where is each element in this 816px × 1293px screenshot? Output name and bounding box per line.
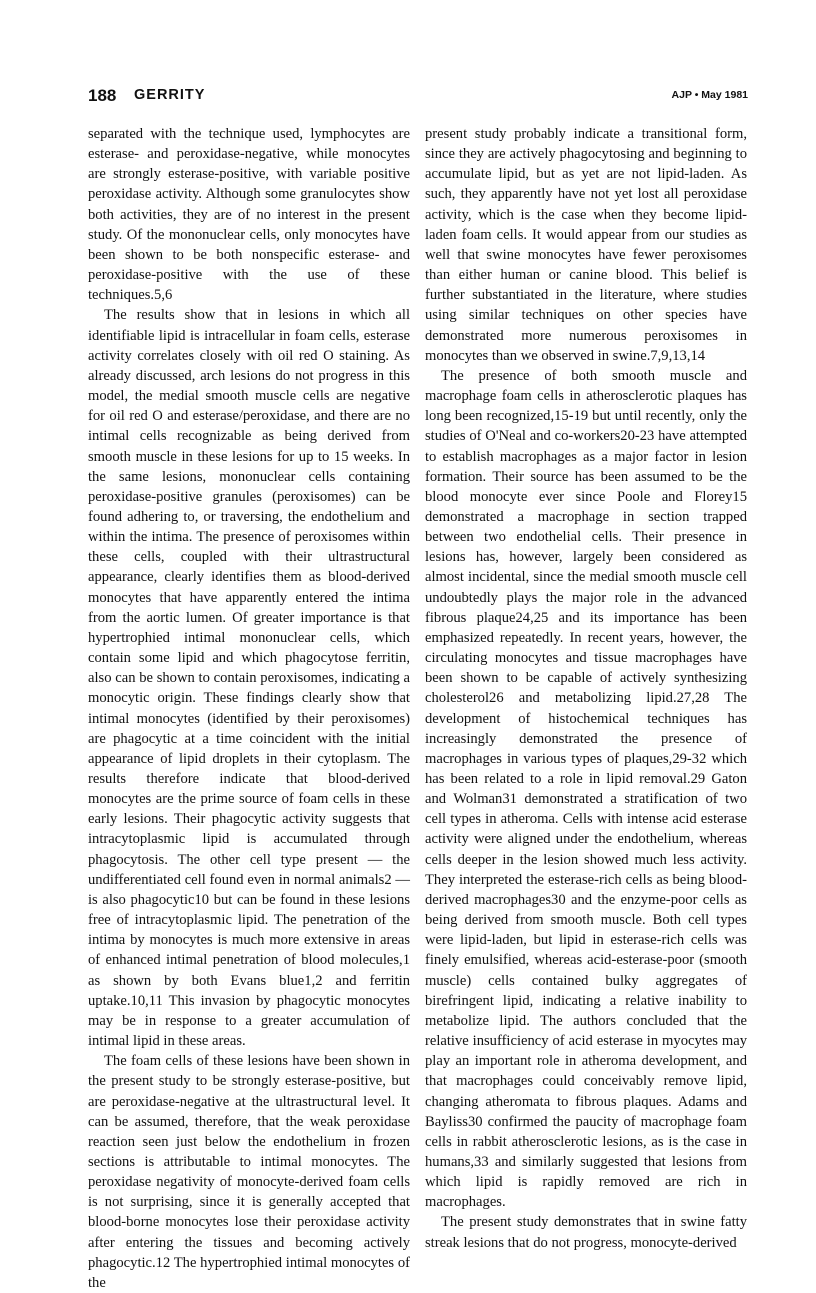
left-column	[88, 124, 410, 1293]
paragraph: The presence of both smooth muscle and macrophage foam cells in atherosclerotic plaques has long been recognized,15-19 but until recently, only the studies of O'Neal and co-workers20-23 have attempted to establish macrophages as a major factor in lesion formation. Their source has been assumed to be the blood monocyte ever since Poole and Florey15 demonstrated a macrophage in section trapped between two endothelial cells. Their presence in lesions has, however, largely been considered as almost incidental, since the medial smooth muscle cell undoubtedly plays the major role in the advanced fibrous plaque24,25 and its importance has been emphasized repeatedly. In recent years, however, the circulating monocytes and tissue macrophages have been shown to be capable of actively synthesizing cholesterol26 and metabolizing lipid.27,28 The development of histochemical techniques has increasingly demonstrated the presence of macrophages in various types of plaques,29-32 which has been related to a role in lipid removal.29 Gaton and Wolman31 demonstrated a stratification of two cell types in atheroma. Cells with intense acid esterase activity were aligned under the endothelium, whereas cells deeper in the lesion showed much less activity. They interpreted the esterase-rich cells as being blood-derived macrophages30 and the enzyme-poor cells as being derived from smooth muscle. Both cell types were lipid-laden, but lipid in esterase-rich cells was finely emulsified, whereas acid-esterase-poor (smooth muscle) cells contained bulky aggregates of birefringent lipid, indicating a relative inability to metabolize lipid. The authors concluded that the relative insufficiency of acid esterase in myocytes may play an important role in atheroma development, and that macrophages could conceivably remove lipid, changing atheromata to fibrous plaques. Adams and Bayliss30 confirmed the paucity of macrophage foam cells in rabbit atherosclerotic lesions, as is the case in humans,33 and similarly suggested that lesions from which lipid is rapidly removed are rich in macrophages.	[425, 367, 747, 1211]
right-column	[425, 124, 747, 1253]
paragraph: The foam cells of these lesions have been shown in the present study to be strongly esterase-positive, but are peroxidase-negative at the ultrastructural level. It can be assumed, therefore, that the weak peroxidase reaction seen just below the endothelium in frozen sections is attributable to intimal monocytes. The peroxidase negativity of monocyte-derived foam cells is not surprising, since it is generally accepted that blood-borne monocytes lose their peroxidase activity after entering the tissues and becoming actively phagocytic.12 The hypertrophied intimal monocytes of the	[88, 1053, 410, 1291]
running-header	[88, 86, 748, 108]
paragraph: present study probably indicate a transitional form, since they are actively phagocytosing and beginning to accumulate lipid, but as yet are not lipid-laden. As such, they apparently have not yet lost all peroxidase activity, which is the case when they become lipid-laden foam cells. It would appear from our studies as well that swine monocytes have fewer peroxisomes than either human or canine blood. This belief is further substantiated in the literature, where studies using similar techniques on other species have demonstrated more numerous peroxisomes in monocytes than we observed in swine.7,9,13,14	[425, 126, 747, 364]
paragraph: The present study demonstrates that in swine fatty streak lesions that do not progress, monocyte-derived	[425, 1214, 747, 1251]
running-author: GERRITY	[134, 87, 206, 103]
page-number: 188	[88, 86, 117, 105]
paragraph: separated with the technique used, lymphocytes are esterase- and peroxidase-negative, while monocytes are strongly esterase-positive, with variable positive peroxidase activity. Although some granulocytes show both activities, they are of no interest in the present study. Of the mononuclear cells, only monocytes have been shown to be both nonspecific esterase- and peroxidase-positive with the use of these techniques.5,6	[88, 126, 410, 304]
paragraph: The results show that in lesions in which all identifiable lipid is intracellular in foam cells, esterase activity correlates closely with oil red O staining. As already discussed, arch lesions do not progress in this model, the medial smooth muscle cells are negative for oil red O and esterase/peroxidase, and there are no intimal cells recognizable as being derived from smooth muscle in these lesions for up to 15 weeks. In the same lesions, mononuclear cells containing peroxidase-positive granules (peroxisomes) can be found adhering to, or traversing, the endothelium and within the intima. The presence of peroxisomes within these cells, coupled with their ultrastructural appearance, clearly identifies them as blood-derived monocytes that have apparently entered the intima from the aortic lumen. Of greater importance is that hypertrophied intimal mononuclear cells, which contain some lipid and which phagocytose ferritin, also can be shown to contain peroxisomes, indicating a monocytic origin. These findings clearly show that intimal monocytes (identified by their peroxisomes) are phagocytic at a time coincident with the initial appearance of lipid droplets in their cytoplasm. The results therefore indicate that blood-derived monocytes are the prime source of foam cells in these early lesions. Their phagocytic activity suggests that intracytoplasmic lipid is accumulated through phagocytosis. The other cell type present — the undifferentiated cell found even in normal animals2 — is also phagocytic10 but can be found in these lesions free of intracytoplasmic lipid. The penetration of the intima by monocytes is much more extensive in areas of enhanced intimal penetration of blood molecules,1 as shown by both Evans blue1,2 and ferritin uptake.10,11 This invasion by phagocytic monocytes may be in response to a greater accumulation of intimal lipid in these areas.	[88, 307, 410, 1050]
journal-citation: AJP • May 1981	[671, 89, 748, 101]
